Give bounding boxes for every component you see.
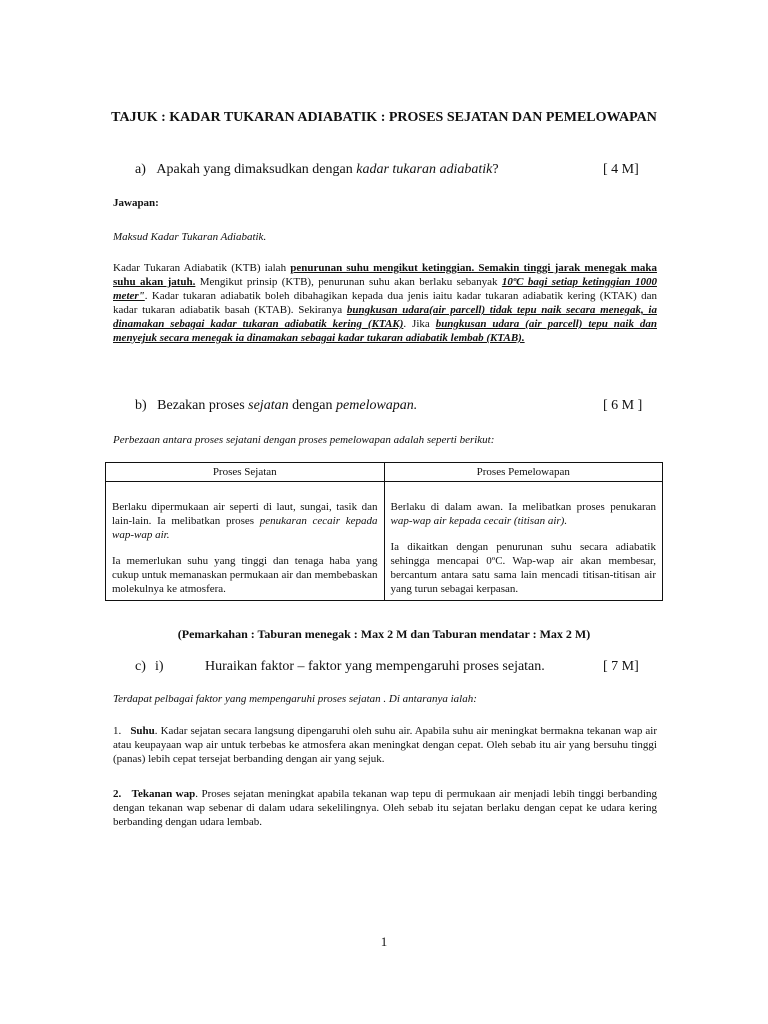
question-a-end: ? xyxy=(492,162,499,177)
ktb-emphasis-4: bungkusan udara (air parcell) tepu naik dan menyejuk secara menegak ia dinamakan sebagai kadar tukaran adiabatik lembab (KTAB). xyxy=(113,318,657,344)
comparison-table xyxy=(105,462,663,601)
pemelowapan-text-2: Ia dikaitkan dengan penurunan suhu secara adiabatik sehingga mencapai 0ºC. Wap-wap air akan membesar, bercantum antara satu sama lain mencadi titisan-titisan air yang turun sebagai kerpasan. xyxy=(390,541,656,595)
table-cell-sejatan xyxy=(106,482,385,601)
sejatan-text-1: Berlaku dipermukaan air seperti di laut, sungai, tasik dan lain-lain. Ia melibatkan proses xyxy=(112,501,378,527)
table-header-pemelowapan: Proses Pemelowapan xyxy=(384,463,663,482)
perbezaan-intro: Perbezaan antara proses sejatani dengan proses pemelowapan adalah seperti berikut: xyxy=(113,434,495,446)
jawapan-label: Jawapan: xyxy=(113,197,159,209)
question-b-term-1: sejatan xyxy=(248,398,289,413)
ktb-text-4: . Jika xyxy=(403,318,436,330)
ktb-text-2: Mengikut prinsip (KTB), penurunan suhu akan berlaku sebanyak xyxy=(195,276,502,288)
sejatan-italic-1: penukaran cecair kepada wap-wap air. xyxy=(112,515,378,541)
terdapat-intro: Terdapat pelbagai faktor yang mempengaruhi proses sejatan . Di antaranya ialah: xyxy=(113,693,477,705)
question-a xyxy=(135,162,655,178)
sejatan-text-2: Ia memerlukan suhu yang tinggi dan tenaga haba yang cukup untuk memanaskan permukaan air dan membebaskan molekulnya ke atmosfera. xyxy=(112,555,378,595)
ktb-emphasis-3: bungkusan udara(air parcell) tidak tepu naik secara menegak, ia dinamakan sebagai kadar tukaran adiabatik kering (KTAK) xyxy=(113,304,657,330)
question-a-text: Apakah yang dimaksudkan dengan xyxy=(156,162,357,177)
question-b-term-2: pemelowapan. xyxy=(336,398,418,413)
ktb-emphasis-1: penurunan suhu mengikut ketinggian. Semakin tinggi jarak menegak maka suhu akan jatuh. xyxy=(113,262,658,288)
question-b xyxy=(135,398,655,414)
question-b-text-2: dengan xyxy=(288,398,337,413)
question-b-marks: [ 6 M ] xyxy=(603,398,643,413)
page-title: TAJUK : KADAR TUKARAN ADIABATIK : PROSES SEJATAN DAN PEMELOWAPAN xyxy=(111,110,657,125)
pemarkahan-note: (Pemarkahan : Taburan menegak : Max 2 M dan Taburan mendatar : Max 2 M) xyxy=(177,627,591,641)
question-c-marks: [ 7 M] xyxy=(603,659,639,674)
question-c-text: Huraikan faktor – faktor yang mempengaruhi proses sejatan. xyxy=(205,659,545,674)
maksud-heading: Maksud Kadar Tukaran Adiabatik. xyxy=(113,231,267,243)
table-header-sejatan: Proses Sejatan xyxy=(106,463,385,482)
question-b-text-1: Bezakan proses xyxy=(157,398,249,413)
ktb-text-3: . Kadar tukaran adiabatik boleh dibahagikan kepada dua jenis iaitu kadar tukaran adiabatik kering (KTAK) dan kadar tukaran adiabatik basah (KTAB). Sekiranya xyxy=(113,290,657,316)
question-c-label: c) xyxy=(135,659,146,674)
pemelowapan-text-1: Berlaku di dalam awan. Ia melibatkan proses penukaran xyxy=(390,501,656,513)
table-header-row xyxy=(106,463,663,482)
factor-point-2 xyxy=(113,787,657,829)
factor-2-heading: Tekanan wap xyxy=(131,788,196,800)
question-a-term: kadar tukaran adiabatik xyxy=(356,162,493,177)
page-number: 1 xyxy=(380,934,388,949)
factor-1-number: 1. xyxy=(113,725,122,737)
table-row xyxy=(106,482,663,601)
factor-1-heading: Suhu xyxy=(130,725,155,737)
pemelowapan-italic-1: wap-wap air kepada cecair (titisan air). xyxy=(390,515,568,527)
ktb-paragraph xyxy=(113,261,657,345)
table-cell-pemelowapan xyxy=(384,482,663,601)
factor-1-text: . Kadar sejatan secara langsung dipengaruhi oleh suhu air. Apabila suhu air meningkat bermakna tekanan wap air atau keupayaan wap air untuk terbebas ke atmosfera akan meningkat dengan cepat. Oleh sebab itu air yang bersuhu tinggi (panas) lebih cepat tersejat berbanding dengan air yang sejuk. xyxy=(113,725,657,765)
ktb-emphasis-2: 10ºC bagi setiap ketinggian 1000 meter" xyxy=(113,276,657,302)
question-a-marks: [ 4 M] xyxy=(603,162,639,177)
question-c-sub-label: i) xyxy=(155,659,164,674)
factor-2-number: 2. xyxy=(113,788,122,800)
factor-2-text: . Proses sejatan meningkat apabila tekanan wap tepu di permukaan air menjadi lebih tinggi berbanding dengan tekanan wap sebenar di dalam udara sekelilingnya. Oleh sebab itu sejatan berlaku dengan cepat ke udara kering berbanding dengan udara lembab. xyxy=(113,788,658,828)
question-a-label: a) xyxy=(135,162,146,177)
ktb-text-1: Kadar Tukaran Adiabatik (KTB) ialah xyxy=(113,262,291,274)
factor-point-1 xyxy=(113,724,657,766)
question-b-label: b) xyxy=(135,398,147,413)
